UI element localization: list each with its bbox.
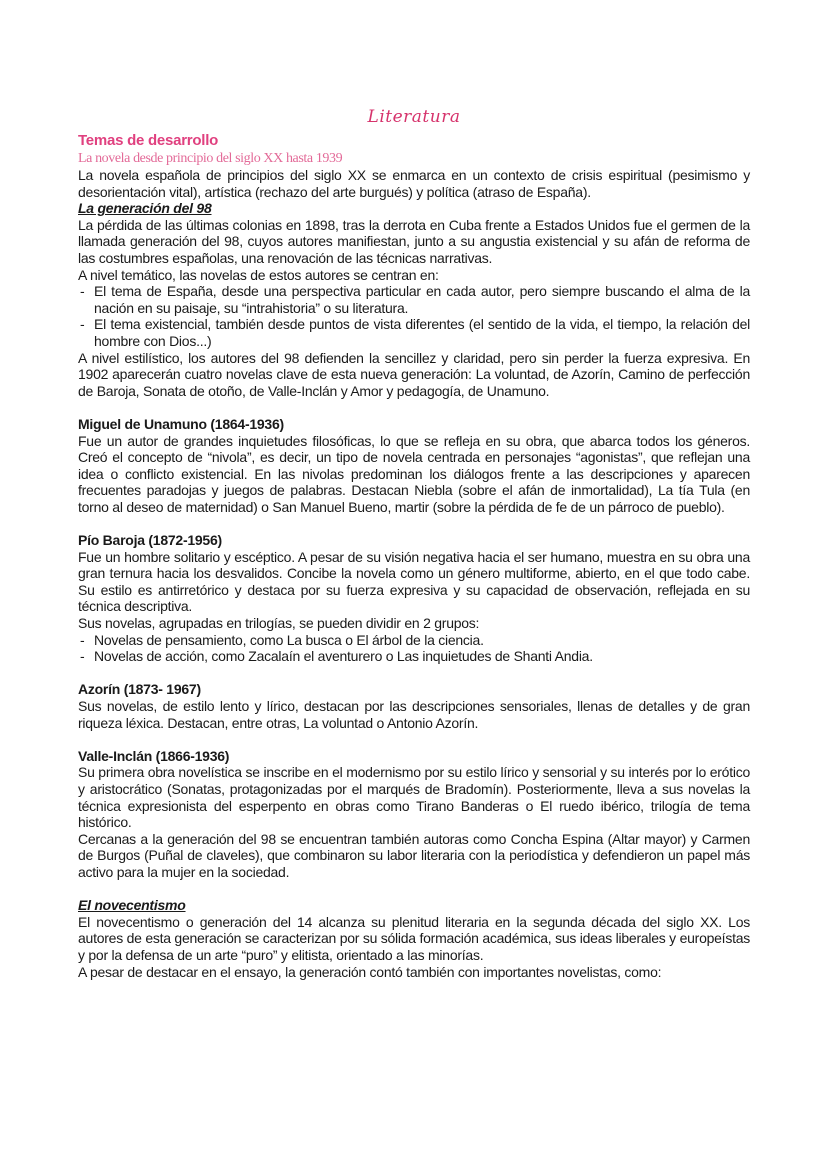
document-page [78, 106, 750, 980]
unamuno-paragraph: Fue un autor de grandes inquietudes filosóficas, lo que se refleja en su obra, que abarca todos los géneros. Creó el concepto de “nivola”, es decir, un tipo de novela centrada en personajes “agonistas”, que reflejan una idea o conflicto existencial. En las nivolas predominan los diálogos frente a las descripciones y aparecen frecuentes paradojas y juegos de palabras. Destacan Niebla (sobre el afán de inmortalidad), La tía Tula (en torno al deseo de maternidad) o San Manuel Bueno, martir (sobre la pérdida de fe de un párroco de pueblo). [78, 432, 750, 515]
novecentismo-paragraph: El novecentismo o generación del 14 alcanza su plenitud literaria en la segunda década del siglo XX. Los autores de esta generación se caracterizan por su sólida formación académica, sus ideas liberales y europeístas y por la defensa de un arte “puro” y elitista, orientado a las minorías. [78, 913, 750, 963]
intro-paragraph: La novela española de principios del siglo XX se enmarca en un contexto de crisis espiritual (pesimismo y desorientación vital), artística (rechazo del arte burgués) y política (atraso de España). [78, 167, 750, 200]
gen98-themes-intro: A nivel temático, las novelas de estos autores se centran en: [78, 266, 439, 283]
page-title: Literatura [367, 107, 461, 127]
novecentismo-novelists-paragraph: A pesar de destacar en el ensayo, la generación contó también con importantes novelistas, como: [78, 963, 662, 980]
gen98-themes-list [78, 283, 750, 349]
gen98-heading: La generación del 98 [78, 200, 212, 217]
valle-paragraph: Su primera obra novelística se inscribe en el modernismo por su estilo lírico y sensorial y su interés por lo erótico y aristocrático (Sonatas, protagonizadas por el marqués de Bradomín). Posteriormente, lleva a sus novelas la técnica expresionista del esperpento en obras como Tirano Banderas o El ruedo ibérico, trilogía de tema histórico. [78, 764, 750, 831]
valle-authors-paragraph: Cercanas a la generación del 98 se encuentran también autoras como Concha Espina (Altar mayor) y Carmen de Burgos (Puñal de claveles), que combinaron su labor literaria con la periodística y defendieron un papel más activo para la mujer en la sociedad. [78, 830, 750, 880]
topic-subheading: La novela desde principio del siglo XX hasta 1939 [78, 151, 343, 166]
baroja-groups-list [78, 632, 750, 665]
list-item: - El tema existencial, también desde puntos de vista diferentes (el sentido de la vida, el tiempo, la relación del hombre con Dios...) [78, 316, 750, 349]
list-item: - El tema de España, desde una perspectiva particular en cada autor, pero siempre buscando el alma de la nación en su paisaje, su “intrahistoria” o su literatura. [78, 283, 750, 316]
baroja-groups-intro: Sus novelas, agrupadas en trilogías, se pueden dividir en 2 grupos: [78, 615, 480, 632]
azorin-heading: Azorín (1873- 1967) [78, 681, 201, 698]
azorin-paragraph: Sus novelas, de estilo lento y lírico, destacan por las descripciones sensoriales, llenas de detalles y de gran riqueza léxica. Destacan, entre otras, La voluntad o Antonio Azorín. [78, 698, 750, 731]
baroja-paragraph: Fue un hombre solitario y escéptico. A pesar de su visión negativa hacia el ser humano, muestra en su obra una gran ternura hacia los desvalidos. Concibe la novela como un género multiforme, abierto, en el que todo cabe. Su estilo es antirretórico y destaca por su fuerza expresiva y su capacidad de observación, reflejada en su técnica descriptiva. [78, 548, 750, 615]
gen98-style-paragraph: A nivel estilístico, los autores del 98 defienden la sencillez y claridad, pero sin perder la fuerza expresiva. En 1902 aparecerán cuatro novelas clave de esta nueva generación: La voluntad, de Azorín, Camino de perfección de Baroja, Sonata de otoño, de Valle-Inclán y Amor y pedagogía, de Unamuno. [78, 349, 750, 399]
valle-heading: Valle-Inclán (1866-1936) [78, 747, 230, 764]
novecentismo-heading: El novecentismo [78, 897, 186, 914]
unamuno-heading: Miguel de Unamuno (1864-1936) [78, 415, 284, 432]
baroja-heading: Pío Baroja (1872-1956) [78, 532, 222, 549]
gen98-paragraph: La pérdida de las últimas colonias en 1898, tras la derrota en Cuba frente a Estados Unidos fue el germen de la llamada generación del 98, cuyos autores manifiestan, junto a su angustia existencial y su afán de reforma de las costumbres españolas, una renovación de las técnicas narrativas. [78, 216, 750, 266]
list-item: - Novelas de pensamiento, como La busca o El árbol de la ciencia. [78, 632, 750, 649]
list-item: - Novelas de acción, como Zacalaín el aventurero o Las inquietudes de Shanti Andia. [78, 648, 750, 665]
section-heading: Temas de desarrollo [78, 132, 219, 149]
